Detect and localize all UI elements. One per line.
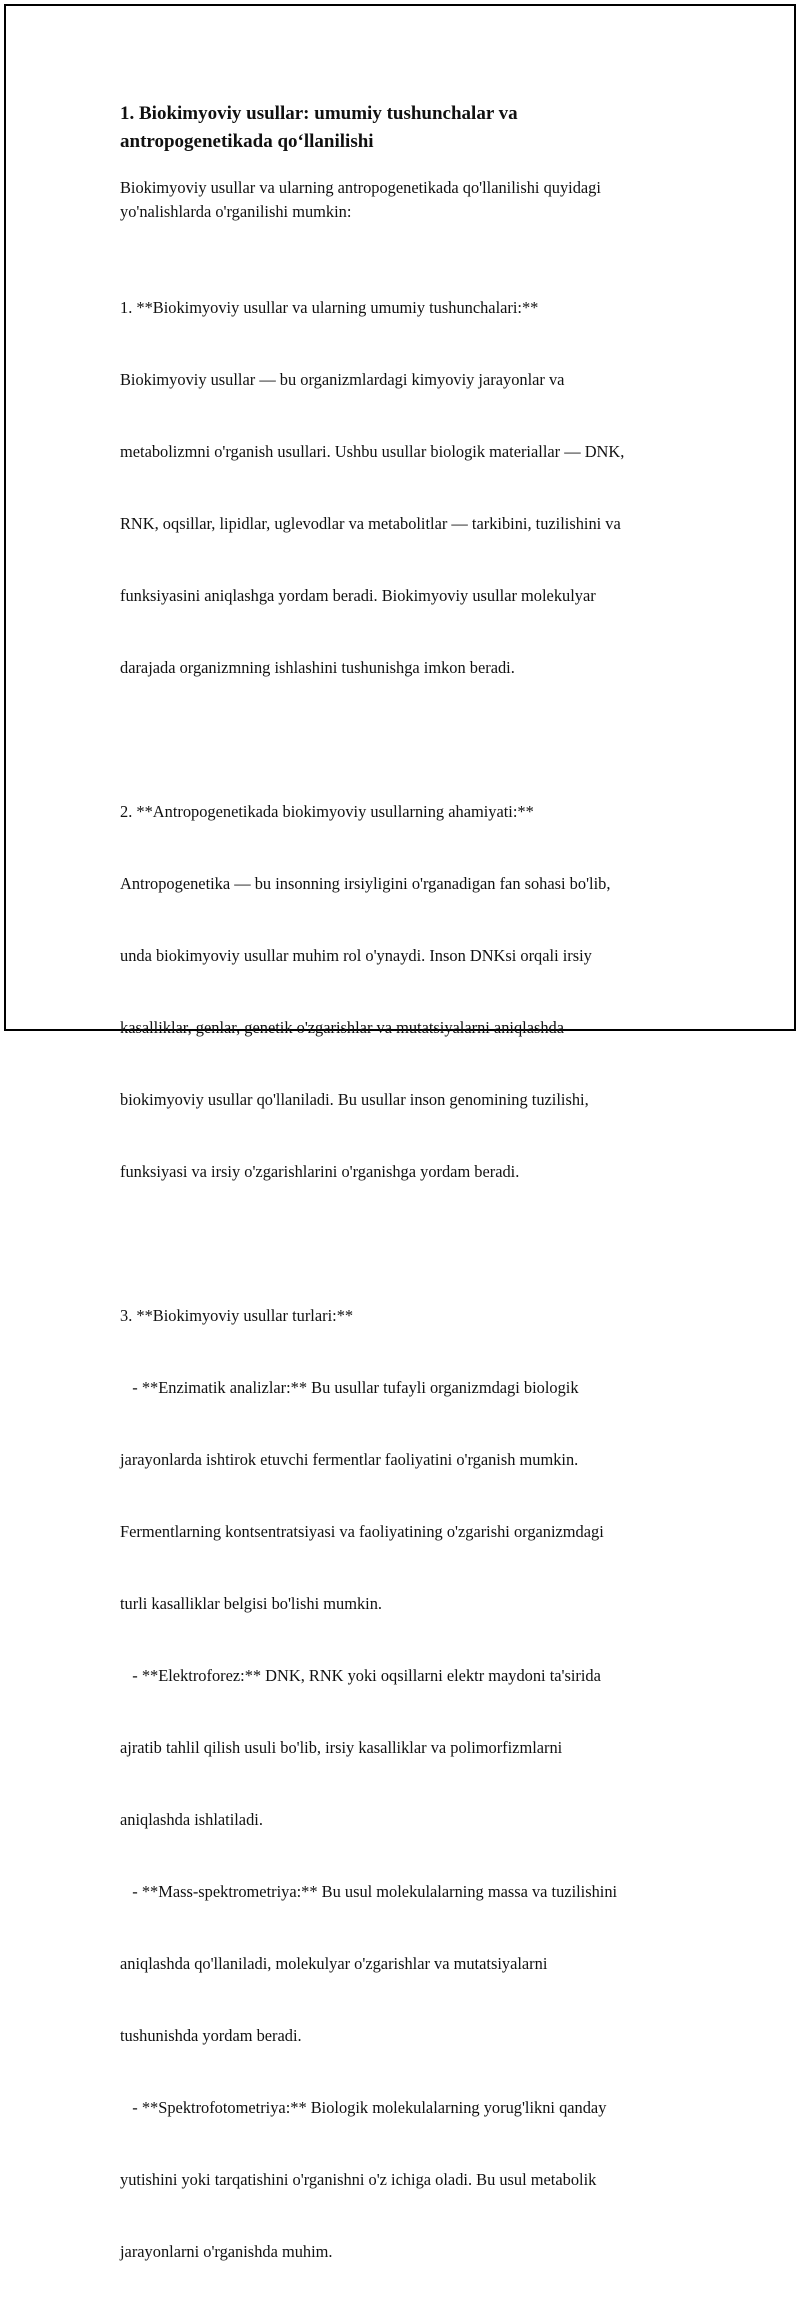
list-item-line: - **Mass-spektrometriya:** Bu usul molekulalarning massa va tuzilishini	[120, 1882, 618, 1901]
paragraph-line: darajada organizmning ishlashini tushunishga imkon beradi.	[120, 658, 515, 677]
list-item-line: - **Spektrofotometriya:** Biologik molekulalarning yorug'likni qanday	[120, 2098, 607, 2117]
paragraph-line: funksiyasini aniqlashga yordam beradi. Biokimyoviy usullar molekulyar	[120, 586, 596, 605]
paragraph-line: 1. **Biokimyoviy usullar va ularning umumiy tushunchalari:**	[120, 298, 539, 317]
list-item-line: - **Enzimatik analizlar:** Bu usullar tufayli organizmdagi biologik	[120, 1378, 579, 1397]
paragraph-line: biokimyoviy usullar qo'llaniladi. Bu usullar inson genomining tuzilishi,	[120, 1090, 589, 1109]
title-line: antropogenetikada qo‘llanilishi	[120, 131, 374, 152]
paragraph-line: ajratib tahlil qilish usuli bo'lib, irsiy kasalliklar va polimorfizmlarni	[120, 1738, 563, 1757]
paragraph-line: 2. **Antropogenetikada biokimyoviy usullarning ahamiyati:**	[120, 802, 534, 821]
document-content	[120, 100, 690, 2312]
paragraph-line: Antropogenetika — bu insonning irsiyligini o'rganadigan fan sohasi bo'lib,	[120, 874, 611, 893]
intro-paragraph: Biokimyoviy usullar va ularning antropogenetikada qo'llanilishi quyidagi yo'nalishlarda o'rganilishi mumkin:	[120, 178, 601, 221]
document-title	[120, 100, 690, 156]
paragraph-line: kasalliklar, genlar, genetik o'zgarishlar va mutatsiyalarni aniqlashda	[120, 1018, 565, 1037]
paragraph-line: yutishini yoki tarqatishini o'rganishni o'z ichiga oladi. Bu usul metabolik	[120, 2170, 597, 2189]
section-general-concepts	[120, 248, 690, 728]
paragraph-line: jarayonlarda ishtirok etuvchi fermentlar faoliyatini o'rganish mumkin.	[120, 1450, 579, 1469]
paragraph-line: metabolizmni o'rganish usullari. Ushbu usullar biologik materiallar — DNK,	[120, 442, 625, 461]
paragraph-line: tushunishda yordam beradi.	[120, 2026, 302, 2045]
section-importance	[120, 752, 690, 1232]
paragraph-line: unda biokimyoviy usullar muhim rol o'ynaydi. Inson DNKsi orqali irsiy	[120, 946, 592, 965]
paragraph-line: Biokimyoviy usullar — bu organizmlardagi kimyoviy jarayonlar va	[120, 370, 565, 389]
document-page	[4, 4, 796, 2261]
paragraph-line: RNK, oqsillar, lipidlar, uglevodlar va metabolitlar — tarkibini, tuzilishini va	[120, 514, 621, 533]
section-method-types	[120, 1256, 690, 2312]
title-line: 1. Biokimyoviy usullar: umumiy tushunchalar va	[120, 103, 518, 124]
paragraph-line: jarayonlarni o'rganishda muhim.	[120, 2242, 333, 2261]
paragraph-line: aniqlashda qo'llaniladi, molekulyar o'zgarishlar va mutatsiyalarni	[120, 1954, 548, 1973]
list-item-line: - **Elektroforez:** DNK, RNK yoki oqsillarni elektr maydoni ta'sirida	[120, 1666, 601, 1685]
paragraph-line: Fermentlarning kontsentratsiyasi va faoliyatining o'zgarishi organizmdagi	[120, 1522, 604, 1541]
paragraph-line: 3. **Biokimyoviy usullar turlari:**	[120, 1306, 354, 1325]
paragraph-line: turli kasalliklar belgisi bo'lishi mumkin.	[120, 1594, 382, 1613]
paragraph-line: aniqlashda ishlatiladi.	[120, 1810, 263, 1829]
paragraph-line: funksiyasi va irsiy o'zgarishlarini o'rganishga yordam beradi.	[120, 1162, 520, 1181]
